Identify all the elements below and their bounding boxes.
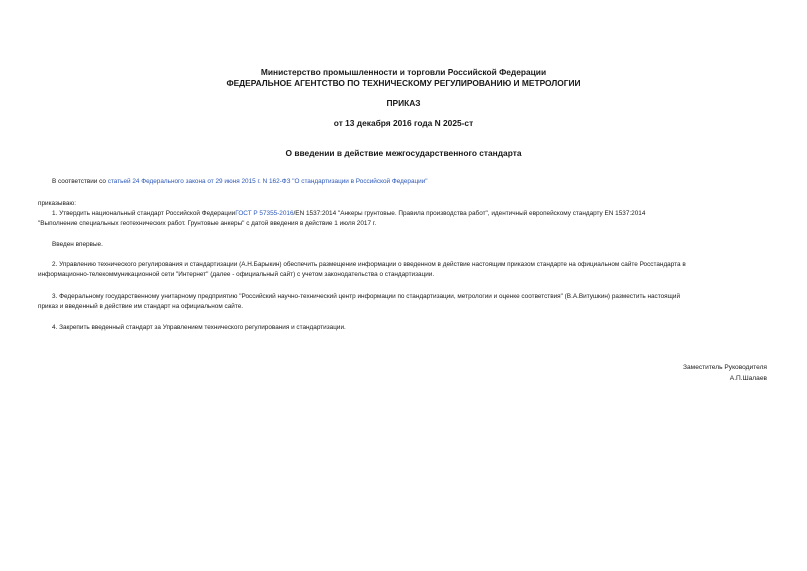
subject-heading: О введении в действие межгосударственного стандарта: [285, 148, 522, 158]
intro-note: Введен впервые.: [52, 241, 103, 248]
item2-line1: 2. Управлению технического регулирования и стандартизации (А.Н.Барыкин) обеспечить размещение информации о введенном в действие настоящим приказом стандарте на официальном сайте Росстандарта в: [52, 261, 686, 268]
item1-line2: "Выполнение специальных геотехнических работ. Грунтовые анкеры" с датой введения в действие 1 июля 2017 г.: [38, 220, 377, 227]
order-word: приказываю:: [38, 200, 76, 207]
agency-heading: ФЕДЕРАЛЬНОЕ АГЕНТСТВО ПО ТЕХНИЧЕСКОМУ РЕГУЛИРОВАНИЮ И МЕТРОЛОГИИ: [226, 78, 581, 88]
item4-paragraph: 4. Закрепить введенный стандарт за Управлением технического регулирования и стандартизации.: [52, 324, 346, 331]
item2-line2: информационно-телекоммуникационной сети "Интернет" (далее - официальный сайт) с учетом законодательства о стандартизации.: [38, 271, 435, 278]
item3-line2: приказ и введенный в действие им стандарт на официальном сайте.: [38, 303, 244, 310]
signature-title: Заместитель Руководителя: [683, 364, 767, 371]
law-link[interactable]: статьей 24 Федерального закона от 29 июня 2015 г. N 162-ФЗ "О стандартизации в Российской Федерации": [107, 178, 428, 185]
standard-link[interactable]: ГОСТ Р 57355-2016: [235, 210, 294, 217]
preamble-prefix: В соответствии со: [52, 178, 108, 185]
item1-line1: [52, 209, 645, 219]
signature-name: А.П.Шалаев: [729, 375, 767, 382]
doc-type-heading: ПРИКАЗ: [386, 98, 421, 108]
preamble-paragraph: [52, 177, 428, 187]
item1-rest: /EN 1537:2014 "Анкеры грунтовые. Правила производства работ", идентичный европейскому стандарту EN 1537:2014: [293, 210, 646, 217]
item3-line1: 3. Федеральному государственному унитарному предприятию "Российский научно-технический центр информации по стандартизации, метрологии и оценке соответствия" (В.А.Витушкин) разместить настоящий: [52, 293, 681, 300]
date-number-heading: от 13 декабря 2016 года N 2025-ст: [333, 118, 474, 128]
ministry-heading: Министерство промышленности и торговли Российской Федерации: [260, 67, 547, 77]
item1-prefix: 1. Утвердить национальный стандарт Российской Федерации: [52, 210, 236, 217]
